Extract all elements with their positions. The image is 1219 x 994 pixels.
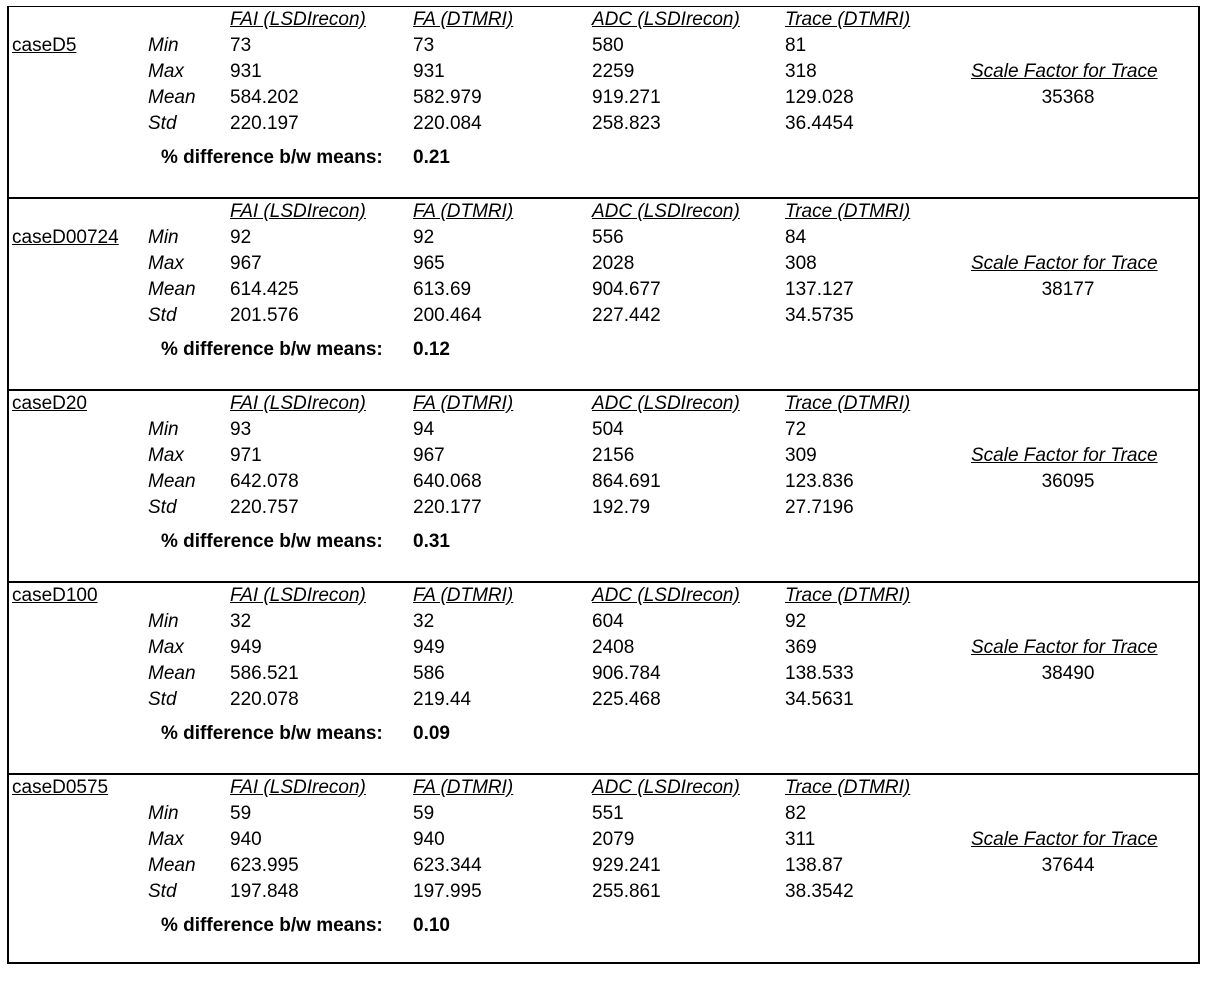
table-cell: 258.823 — [592, 113, 661, 134]
table-cell: 2259 — [592, 61, 635, 82]
table-cell: 309 — [785, 445, 817, 466]
table-cell: 308 — [785, 253, 817, 274]
table-cell: 197.848 — [230, 881, 299, 902]
table-cell: 200.464 — [413, 305, 482, 326]
scale-factor-value: 36095 — [1041, 471, 1095, 492]
row-label: Min — [148, 803, 179, 824]
table-cell: 32 — [230, 611, 252, 632]
row-label: Std — [148, 497, 177, 518]
row-label: Max — [148, 445, 184, 466]
table-cell: 642.078 — [230, 471, 299, 492]
scale-factor-label: Scale Factor for Trace — [971, 253, 1158, 274]
row-label: Mean — [148, 855, 196, 876]
results-table — [7, 6, 1200, 964]
table-cell: 929.241 — [592, 855, 661, 876]
table-cell: 318 — [785, 61, 817, 82]
table-cell: 92 — [785, 611, 807, 632]
difference-label: % difference b/w means: — [161, 531, 383, 552]
table-cell: 949 — [230, 637, 262, 658]
table-cell: 227.442 — [592, 305, 661, 326]
table-cell: 2028 — [592, 253, 635, 274]
table-cell: 138.87 — [785, 855, 844, 876]
table-cell: 580 — [592, 35, 624, 56]
table-cell: 640.068 — [413, 471, 482, 492]
table-cell: 38.3542 — [785, 881, 854, 902]
table-cell: 72 — [785, 419, 807, 440]
scale-factor-value: 37644 — [1041, 855, 1095, 876]
column-header: ADC (LSDIrecon) — [592, 393, 740, 414]
column-header: Trace (DTMRI) — [785, 585, 911, 606]
row-label: Max — [148, 253, 184, 274]
row-label: Max — [148, 61, 184, 82]
column-header: Trace (DTMRI) — [785, 393, 911, 414]
table-cell: 967 — [413, 445, 445, 466]
difference-value: 0.31 — [413, 531, 450, 552]
row-label: Max — [148, 829, 184, 850]
table-cell: 129.028 — [785, 87, 854, 108]
table-cell: 967 — [230, 253, 262, 274]
row-label: Min — [148, 35, 179, 56]
row-label: Mean — [148, 663, 196, 684]
table-cell: 197.995 — [413, 881, 482, 902]
table-cell: 255.861 — [592, 881, 661, 902]
column-header: FAI (LSDIrecon) — [230, 9, 366, 30]
column-header: Trace (DTMRI) — [785, 9, 911, 30]
row-label: Std — [148, 689, 177, 710]
table-cell: 220.757 — [230, 497, 299, 518]
case-name: caseD20 — [12, 393, 87, 414]
table-cell: 940 — [413, 829, 445, 850]
column-header: ADC (LSDIrecon) — [592, 777, 740, 798]
table-cell: 369 — [785, 637, 817, 658]
row-label: Mean — [148, 87, 196, 108]
row-label: Mean — [148, 471, 196, 492]
table-cell: 27.7196 — [785, 497, 854, 518]
column-header: Trace (DTMRI) — [785, 777, 911, 798]
table-cell: 919.271 — [592, 87, 661, 108]
case-name: caseD5 — [12, 35, 77, 56]
scale-factor-label: Scale Factor for Trace — [971, 445, 1158, 466]
column-header: Trace (DTMRI) — [785, 201, 911, 222]
table-cell: 2079 — [592, 829, 635, 850]
table-cell: 73 — [413, 35, 435, 56]
column-header: FA (DTMRI) — [413, 393, 514, 414]
scale-factor-value: 38177 — [1041, 279, 1095, 300]
table-cell: 32 — [413, 611, 435, 632]
column-header: ADC (LSDIrecon) — [592, 585, 740, 606]
table-cell: 965 — [413, 253, 445, 274]
case-block — [9, 775, 1198, 967]
table-cell: 192.79 — [592, 497, 651, 518]
table-cell: 225.468 — [592, 689, 661, 710]
case-name: caseD00724 — [12, 227, 119, 248]
table-cell: 36.4454 — [785, 113, 854, 134]
scale-factor-label: Scale Factor for Trace — [971, 637, 1158, 658]
table-cell: 971 — [230, 445, 262, 466]
table-cell: 94 — [413, 419, 435, 440]
column-header: ADC (LSDIrecon) — [592, 9, 740, 30]
table-cell: 220.197 — [230, 113, 299, 134]
table-cell: 614.425 — [230, 279, 299, 300]
table-cell: 137.127 — [785, 279, 854, 300]
table-cell: 92 — [230, 227, 252, 248]
row-label: Mean — [148, 279, 196, 300]
table-cell: 59 — [230, 803, 252, 824]
table-cell: 551 — [592, 803, 624, 824]
table-cell: 59 — [413, 803, 435, 824]
difference-value: 0.10 — [413, 915, 450, 936]
table-cell: 220.084 — [413, 113, 482, 134]
table-cell: 864.691 — [592, 471, 661, 492]
table-cell: 311 — [785, 829, 816, 850]
table-cell: 582.979 — [413, 87, 482, 108]
table-cell: 219.44 — [413, 689, 472, 710]
table-cell: 584.202 — [230, 87, 299, 108]
table-cell: 604 — [592, 611, 624, 632]
column-header: FAI (LSDIrecon) — [230, 201, 366, 222]
table-cell: 586 — [413, 663, 445, 684]
table-cell: 623.995 — [230, 855, 299, 876]
table-cell: 34.5735 — [785, 305, 854, 326]
column-header: FA (DTMRI) — [413, 777, 514, 798]
table-cell: 556 — [592, 227, 624, 248]
table-cell: 931 — [230, 61, 262, 82]
difference-value: 0.09 — [413, 723, 450, 744]
column-header: ADC (LSDIrecon) — [592, 201, 740, 222]
table-cell: 906.784 — [592, 663, 661, 684]
table-cell: 220.078 — [230, 689, 299, 710]
case-name: caseD0575 — [12, 777, 109, 798]
column-header: FA (DTMRI) — [413, 201, 514, 222]
table-cell: 123.836 — [785, 471, 854, 492]
case-block — [9, 583, 1198, 775]
table-cell: 2156 — [592, 445, 635, 466]
case-block — [9, 7, 1198, 199]
column-header: FAI (LSDIrecon) — [230, 777, 366, 798]
table-cell: 34.5631 — [785, 689, 854, 710]
table-cell: 949 — [413, 637, 445, 658]
table-cell: 940 — [230, 829, 262, 850]
table-cell: 931 — [413, 61, 445, 82]
difference-value: 0.21 — [413, 147, 450, 168]
row-label: Min — [148, 419, 179, 440]
row-label: Std — [148, 305, 177, 326]
table-cell: 93 — [230, 419, 252, 440]
row-label: Max — [148, 637, 184, 658]
table-cell: 81 — [785, 35, 807, 56]
column-header: FA (DTMRI) — [413, 585, 514, 606]
column-header: FA (DTMRI) — [413, 9, 514, 30]
table-cell: 2408 — [592, 637, 635, 658]
table-cell: 73 — [230, 35, 252, 56]
case-block — [9, 391, 1198, 583]
difference-value: 0.12 — [413, 339, 450, 360]
scale-factor-label: Scale Factor for Trace — [971, 61, 1158, 82]
table-cell: 92 — [413, 227, 435, 248]
table-cell: 220.177 — [413, 497, 482, 518]
difference-label: % difference b/w means: — [161, 723, 383, 744]
table-cell: 504 — [592, 419, 624, 440]
difference-label: % difference b/w means: — [161, 147, 383, 168]
row-label: Min — [148, 227, 179, 248]
table-cell: 138.533 — [785, 663, 854, 684]
column-header: FAI (LSDIrecon) — [230, 585, 366, 606]
table-cell: 586.521 — [230, 663, 299, 684]
table-cell: 84 — [785, 227, 807, 248]
table-cell: 623.344 — [413, 855, 482, 876]
scale-factor-value: 35368 — [1041, 87, 1095, 108]
scale-factor-value: 38490 — [1041, 663, 1095, 684]
row-label: Std — [148, 881, 177, 902]
table-cell: 82 — [785, 803, 807, 824]
row-label: Min — [148, 611, 179, 632]
scale-factor-label: Scale Factor for Trace — [971, 829, 1158, 850]
case-block — [9, 199, 1198, 391]
difference-label: % difference b/w means: — [161, 339, 383, 360]
table-cell: 201.576 — [230, 305, 299, 326]
difference-label: % difference b/w means: — [161, 915, 383, 936]
case-name: caseD100 — [12, 585, 98, 606]
row-label: Std — [148, 113, 177, 134]
column-header: FAI (LSDIrecon) — [230, 393, 366, 414]
table-cell: 613.69 — [413, 279, 472, 300]
table-cell: 904.677 — [592, 279, 661, 300]
